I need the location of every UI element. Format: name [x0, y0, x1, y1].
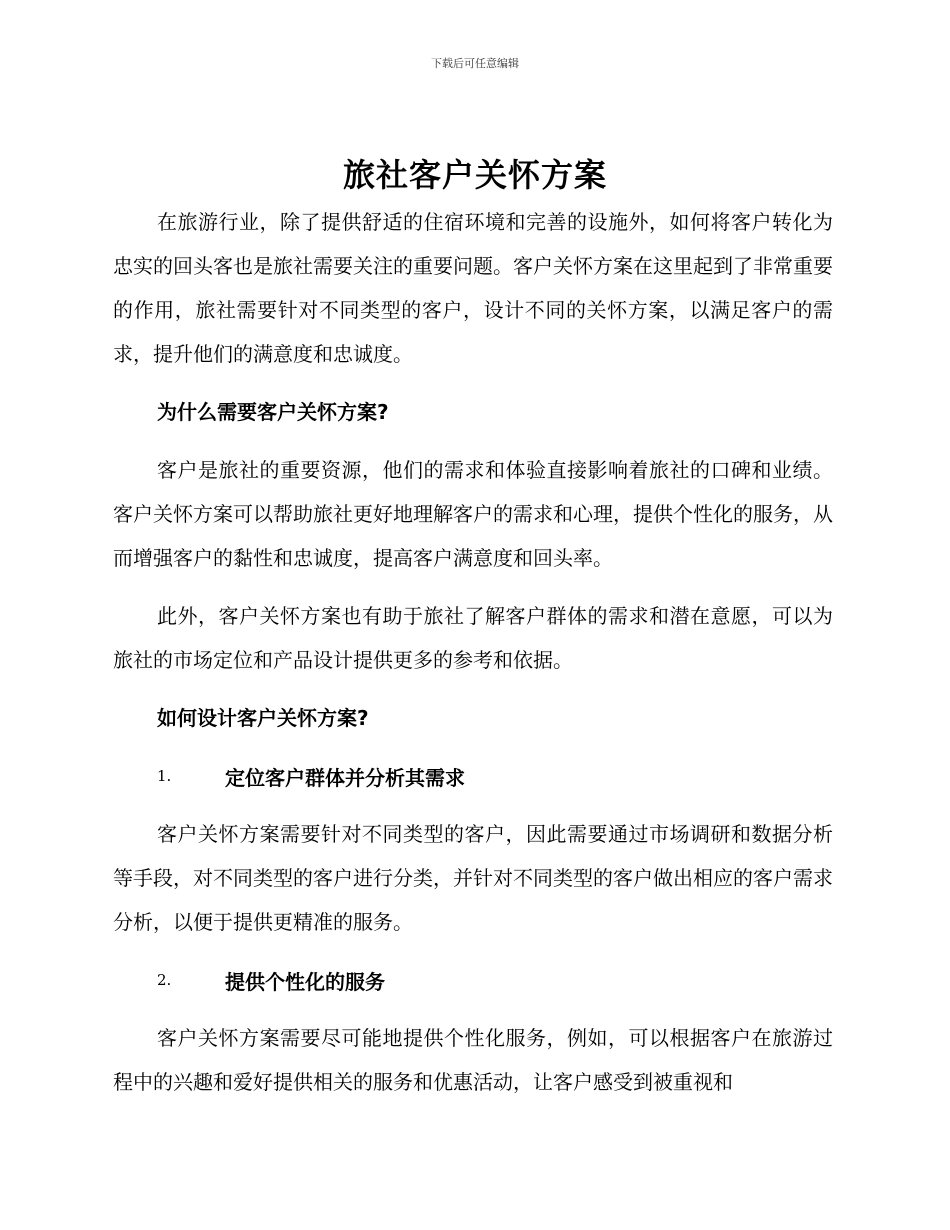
numbered-heading-2	[157, 958, 833, 1002]
item-number-1: 1.	[157, 767, 172, 785]
section-heading-how: 如何设计客户关怀方案?	[157, 706, 369, 730]
item-title-2: 提供个性化的服务	[225, 969, 385, 994]
intro-paragraph: 在旅游行业，除了提供舒适的住宿环境和完善的设施外，如何将客户转化为忠实的回头客也是旅社需要关注的重要问题。客户关怀方案在这里起到了非常重要的作用，旅社需要针对不同类型的客户，设计不同的关怀方案，以满足客户的需求，提升他们的满意度和忠诚度。	[113, 210, 833, 366]
paragraph-item-1: 客户关怀方案需要针对不同类型的客户，因此需要通过市场调研和数据分析等手段，对不同类型的客户进行分类，并针对不同类型的客户做出相应的客户需求分析，以便于提供更精准的服务。	[113, 822, 833, 934]
item-title-1: 定位客户群体并分析其需求	[225, 765, 465, 790]
section-heading-why: 为什么需要客户关怀方案?	[157, 400, 389, 424]
paragraph-why-1: 客户是旅社的重要资源，他们的需求和体验直接影响着旅社的口碑和业绩。客户关怀方案可以帮助旅社更好地理解客户的需求和心理，提供个性化的服务，从而增强客户的黏性和忠诚度，提高客户满意度和回头率。	[113, 458, 833, 570]
paragraph-why-2: 此外，客户关怀方案也有助于旅社了解客户群体的需求和潜在意愿，可以为旅社的市场定位和产品设计提供更多的参考和依据。	[113, 604, 833, 672]
document-body	[113, 200, 833, 1118]
document-title: 旅社客户关怀方案	[342, 156, 607, 194]
item-number-2: 2.	[157, 971, 172, 989]
paragraph-item-2: 客户关怀方案需要尽可能地提供个性化服务，例如，可以根据客户在旅游过程中的兴趣和爱好提供相关的服务和优惠活动，让客户感受到被重视和	[113, 1026, 833, 1094]
header-note: 下载后可任意编辑	[431, 57, 519, 70]
numbered-heading-1	[157, 754, 833, 798]
